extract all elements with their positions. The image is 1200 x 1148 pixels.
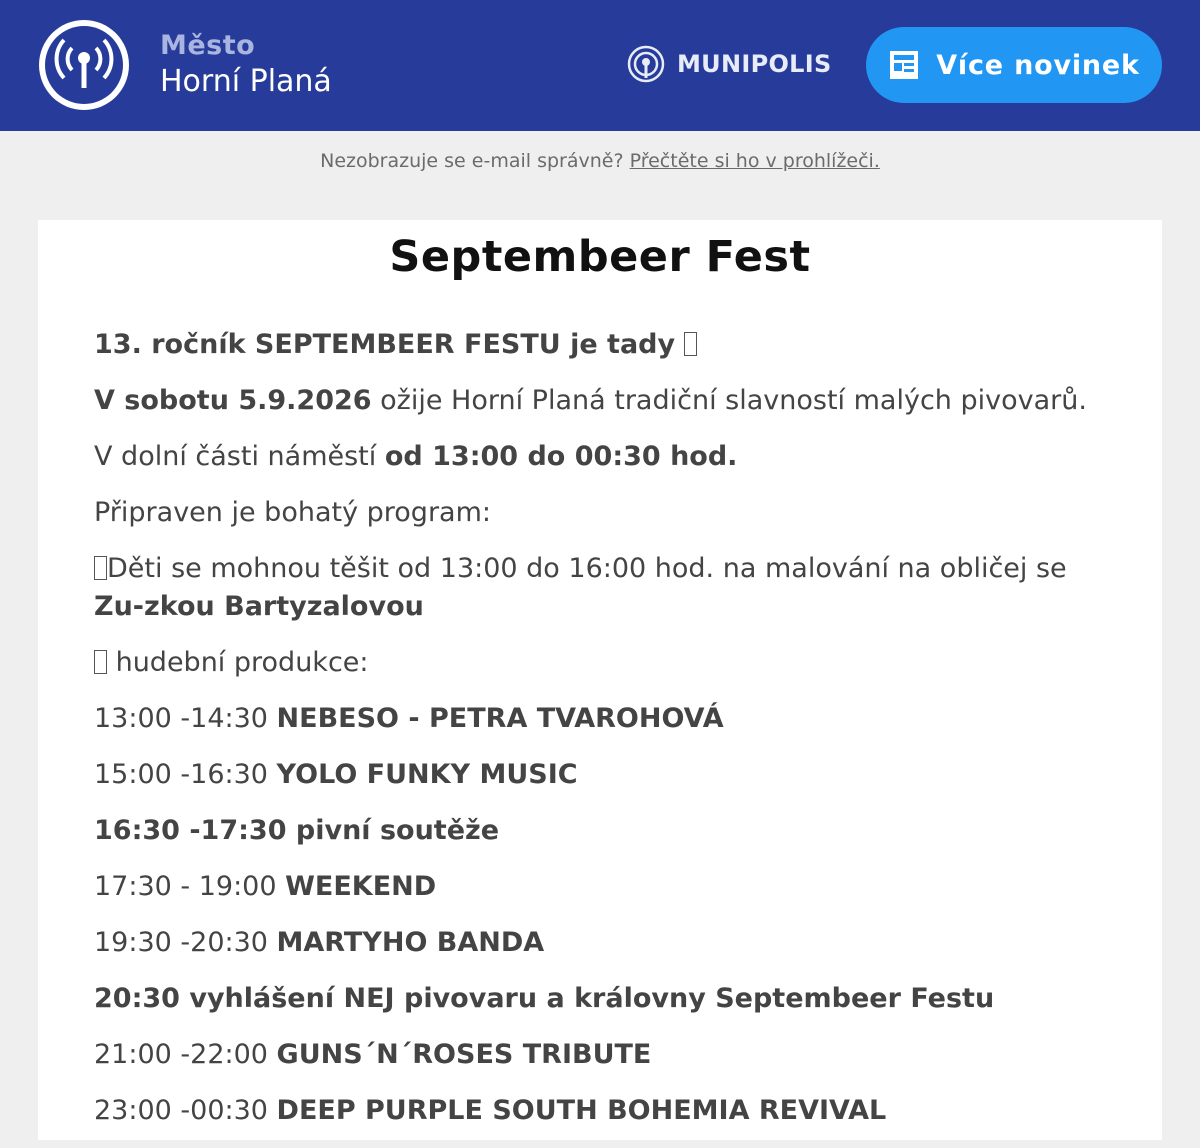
schedule-act: NEBESO - PETRA TVAROHOVÁ: [276, 703, 724, 734]
view-in-browser-link[interactable]: Přečtěte si ho v prohlížeči.: [629, 150, 880, 172]
schedule-act: WEEKEND: [285, 871, 437, 902]
schedule-time: 13:00 -14:30: [94, 703, 277, 734]
town-name: Horní Planá: [160, 64, 332, 99]
schedule-item: [94, 1092, 1114, 1130]
schedule-item: [94, 868, 1114, 906]
schedule-item: [94, 1036, 1114, 1074]
munipolis-brand[interactable]: [627, 44, 832, 84]
preheader-text: Nezobrazuje se e-mail správně?: [320, 150, 624, 172]
emoji-placeholder-icon: [94, 650, 107, 674]
article-body: [94, 326, 1114, 1148]
music-paragraph: [94, 644, 1114, 682]
schedule-act: GUNS´N´ROSES TRIBUTE: [276, 1039, 652, 1070]
schedule-item: [94, 980, 1114, 1018]
kids-bold: Zu-zkou Bartyzalovou: [94, 591, 424, 622]
schedule-item: [94, 924, 1114, 962]
kids-text: Děti se mohnou těšit od 13:00 do 16:00 hod. na malování na obličej se: [107, 553, 1067, 584]
schedule-item: [94, 700, 1114, 738]
schedule-time: 23:00 -00:30: [94, 1095, 277, 1126]
schedule-item: [94, 812, 1114, 850]
schedule-act: 20:30 vyhlášení NEJ pivovaru a královny Septembeer Festu: [94, 983, 995, 1014]
date-bold: V sobotu 5.9.2026: [94, 385, 372, 416]
schedule-item: [94, 756, 1114, 794]
preheader: [0, 150, 1200, 172]
kids-paragraph: [94, 550, 1114, 626]
broadcast-icon: [627, 45, 665, 83]
music-label: hudební produkce:: [107, 647, 369, 678]
schedule-act: YOLO FUNKY MUSIC: [276, 759, 578, 790]
date-rest: ožije Horní Planá tradiční slavností malých pivovarů.: [371, 385, 1087, 416]
emoji-placeholder-icon: [94, 556, 107, 580]
schedule-time: 17:30 - 19:00: [94, 871, 286, 902]
intro-paragraph: [94, 326, 1114, 364]
town-prefix: Město: [160, 30, 256, 61]
more-news-label: Více novinek: [936, 49, 1140, 81]
article-title: Septembeer Fest: [389, 232, 811, 282]
broadcast-antenna-icon[interactable]: [37, 18, 131, 112]
brand-label: MUNIPOLIS: [677, 50, 832, 78]
program-intro: Připraven je bohatý program:: [94, 497, 491, 528]
intro-text: 13. ročník SEPTEMBEER FESTU je tady: [94, 329, 676, 360]
date-paragraph: [94, 382, 1114, 420]
emoji-placeholder-icon: [684, 332, 697, 356]
schedule-time: 19:30 -20:30: [94, 927, 277, 958]
schedule-act: MARTYHO BANDA: [276, 927, 545, 958]
more-news-button[interactable]: [866, 27, 1162, 103]
header-bar: [0, 0, 1200, 131]
place-paragraph: [94, 438, 1114, 476]
place-bold: od 13:00 do 00:30 hod.: [384, 441, 738, 472]
schedule-act: DEEP PURPLE SOUTH BOHEMIA REVIVAL: [276, 1095, 887, 1126]
schedule-time: 15:00 -16:30: [94, 759, 277, 790]
news-icon: [888, 49, 920, 81]
schedule-time: 21:00 -22:00: [94, 1039, 277, 1070]
place-text: V dolní části náměstí: [94, 441, 385, 472]
schedule-act: 16:30 -17:30 pivní soutěže: [94, 815, 500, 846]
